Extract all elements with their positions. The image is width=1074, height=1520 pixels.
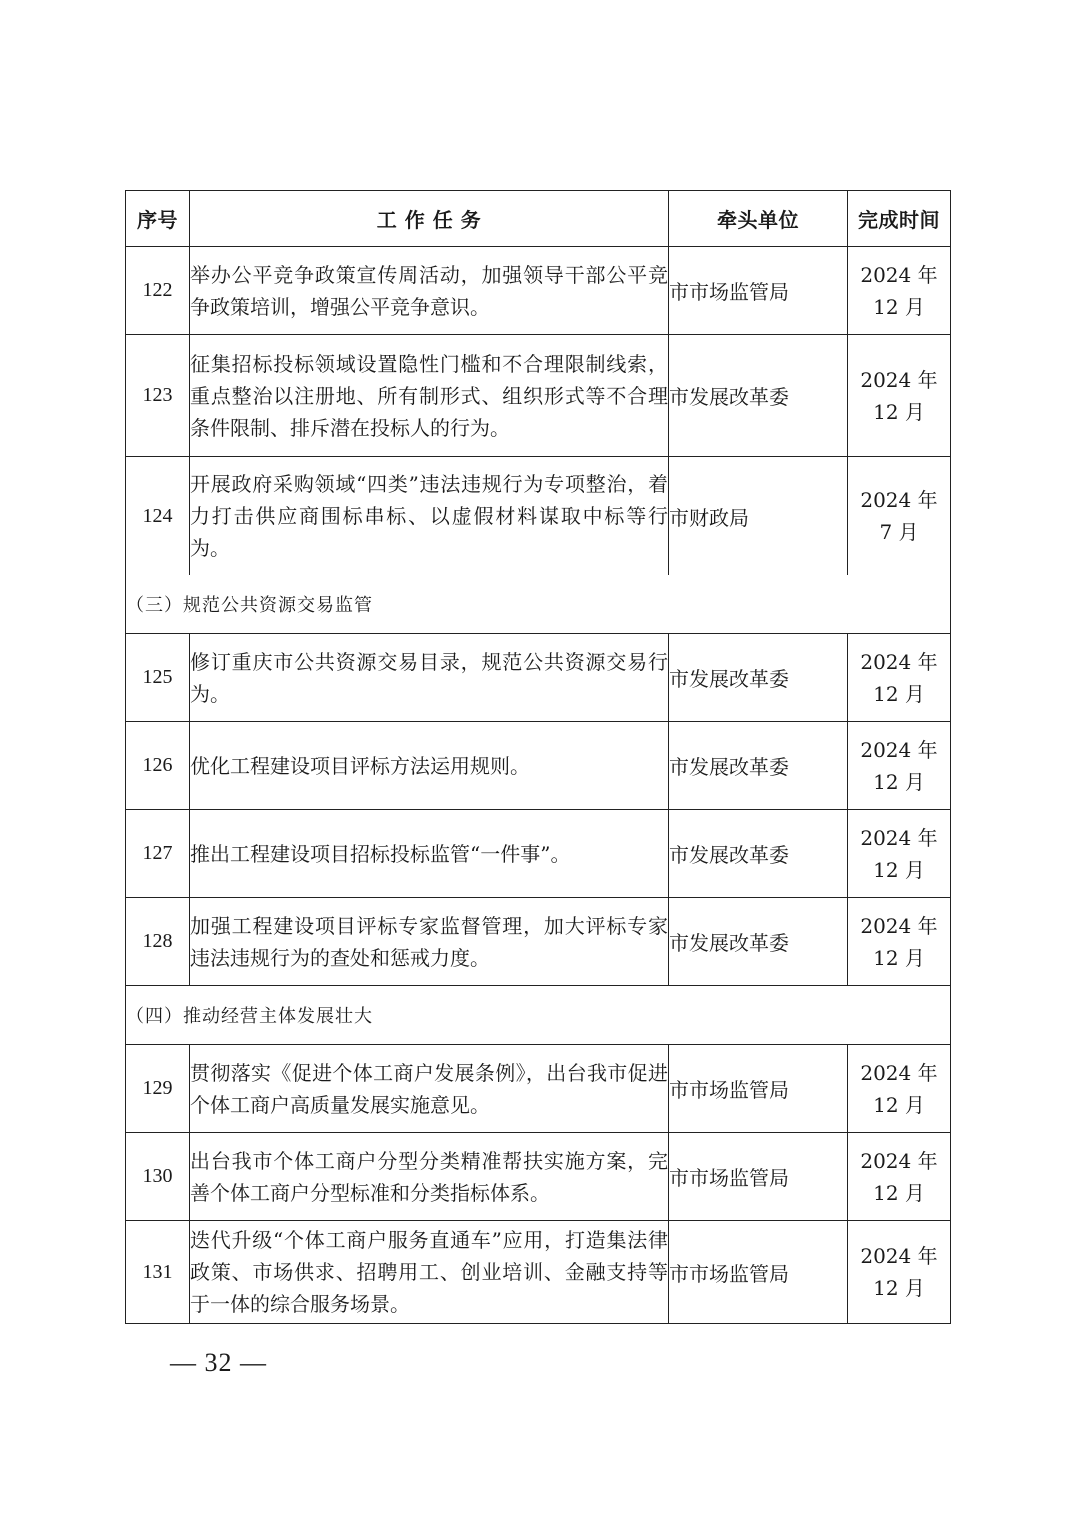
- row-due: [848, 1133, 951, 1221]
- due-month: 7 月: [879, 520, 919, 544]
- row-unit: 市财政局: [669, 457, 848, 576]
- due-month: 12 月: [873, 945, 925, 970]
- row-unit: 市发展改革委: [669, 634, 848, 722]
- row-number: 130: [126, 1133, 190, 1221]
- row-number: 126: [126, 722, 190, 810]
- row-unit: 市市场监管局: [669, 1133, 848, 1221]
- table-row: [126, 457, 951, 576]
- row-task: 贯彻落实《促进个体工商户发展条例》，出台我市促进个体工商户高质量发展实施意见。: [190, 1045, 669, 1133]
- row-number: 123: [126, 335, 190, 457]
- row-number: 125: [126, 634, 190, 722]
- due-year: 2024 年: [860, 367, 938, 392]
- due-year: 2024 年: [860, 262, 938, 287]
- due-year: 2024 年: [860, 1148, 938, 1173]
- row-due: [848, 634, 951, 722]
- row-unit: 市市场监管局: [669, 1045, 848, 1133]
- table-row: [126, 1221, 951, 1324]
- table-row: [126, 1133, 951, 1221]
- header-num: 序号: [126, 191, 190, 247]
- table-header-row: [126, 191, 951, 247]
- due-year: 2024 年: [860, 737, 938, 762]
- row-unit: 市发展改革委: [669, 810, 848, 898]
- row-task: 优化工程建设项目评标方法运用规则。: [190, 722, 669, 810]
- due-month: 12 月: [873, 1092, 925, 1117]
- header-due: 完成时间: [848, 191, 951, 247]
- due-year: 2024 年: [860, 1060, 938, 1085]
- due-month: 12 月: [873, 769, 925, 794]
- due-month: 12 月: [873, 1180, 925, 1205]
- table-row: [126, 810, 951, 898]
- row-task: 出台我市个体工商户分型分类精准帮扶实施方案，完善个体工商户分型标准和分类指标体系。: [190, 1133, 669, 1221]
- due-year: 2024 年: [860, 488, 938, 512]
- row-task: 推出工程建设项目招标投标监管“一件事”。: [190, 810, 669, 898]
- due-month: 12 月: [873, 399, 925, 424]
- row-due: [848, 810, 951, 898]
- table-row: [126, 1045, 951, 1133]
- due-month: 12 月: [873, 857, 925, 882]
- row-task: 征集招标投标领域设置隐性门槛和不合理限制线索，重点整治以注册地、所有制形式、组织形式等不合理条件限制、排斥潜在投标人的行为。: [190, 335, 669, 457]
- row-unit: 市市场监管局: [669, 1221, 848, 1324]
- header-task: 工 作 任 务: [190, 191, 669, 247]
- section-row: [126, 986, 951, 1045]
- table-row: [126, 247, 951, 335]
- row-due: [848, 457, 951, 576]
- row-unit: 市发展改革委: [669, 335, 848, 457]
- task-table: [125, 190, 951, 1324]
- row-task: 修订重庆市公共资源交易目录，规范公共资源交易行为。: [190, 634, 669, 722]
- due-year: 2024 年: [860, 649, 938, 674]
- due-year: 2024 年: [860, 1244, 938, 1268]
- due-month: 12 月: [873, 1276, 925, 1300]
- due-month: 12 月: [873, 294, 925, 319]
- due-month: 12 月: [873, 681, 925, 706]
- row-unit: 市发展改革委: [669, 722, 848, 810]
- row-number: 122: [126, 247, 190, 335]
- table-row: [126, 898, 951, 986]
- row-due: [848, 898, 951, 986]
- due-year: 2024 年: [860, 825, 938, 850]
- row-due: [848, 1045, 951, 1133]
- row-due: [848, 722, 951, 810]
- row-number: 129: [126, 1045, 190, 1133]
- header-unit: 牵头单位: [669, 191, 848, 247]
- row-unit: 市发展改革委: [669, 898, 848, 986]
- row-due: [848, 335, 951, 457]
- section-heading: （四）推动经营主体发展壮大: [126, 986, 951, 1045]
- row-due: [848, 247, 951, 335]
- section-heading: （三）规范公共资源交易监管: [126, 575, 951, 634]
- table-row: [126, 634, 951, 722]
- row-number: 128: [126, 898, 190, 986]
- row-unit: 市市场监管局: [669, 247, 848, 335]
- row-due: [848, 1221, 951, 1324]
- due-year: 2024 年: [860, 913, 938, 938]
- row-task: 开展政府采购领域“四类”违法违规行为专项整治，着力打击供应商围标串标、以虚假材料谋取中标等行为。: [190, 457, 669, 576]
- table-row: [126, 722, 951, 810]
- row-task: 迭代升级“个体工商户服务直通车”应用，打造集法律政策、市场供求、招聘用工、创业培训、金融支持等于一体的综合服务场景。: [190, 1221, 669, 1324]
- section-row: [126, 575, 951, 634]
- row-task: 举办公平竞争政策宣传周活动，加强领导干部公平竞争政策培训，增强公平竞争意识。: [190, 247, 669, 335]
- row-task: 加强工程建设项目评标专家监督管理，加大评标专家违法违规行为的查处和惩戒力度。: [190, 898, 669, 986]
- table-row: [126, 335, 951, 457]
- page-number: — 32 —: [170, 1348, 267, 1377]
- row-number: 127: [126, 810, 190, 898]
- row-number: 131: [126, 1221, 190, 1324]
- row-number: 124: [126, 457, 190, 576]
